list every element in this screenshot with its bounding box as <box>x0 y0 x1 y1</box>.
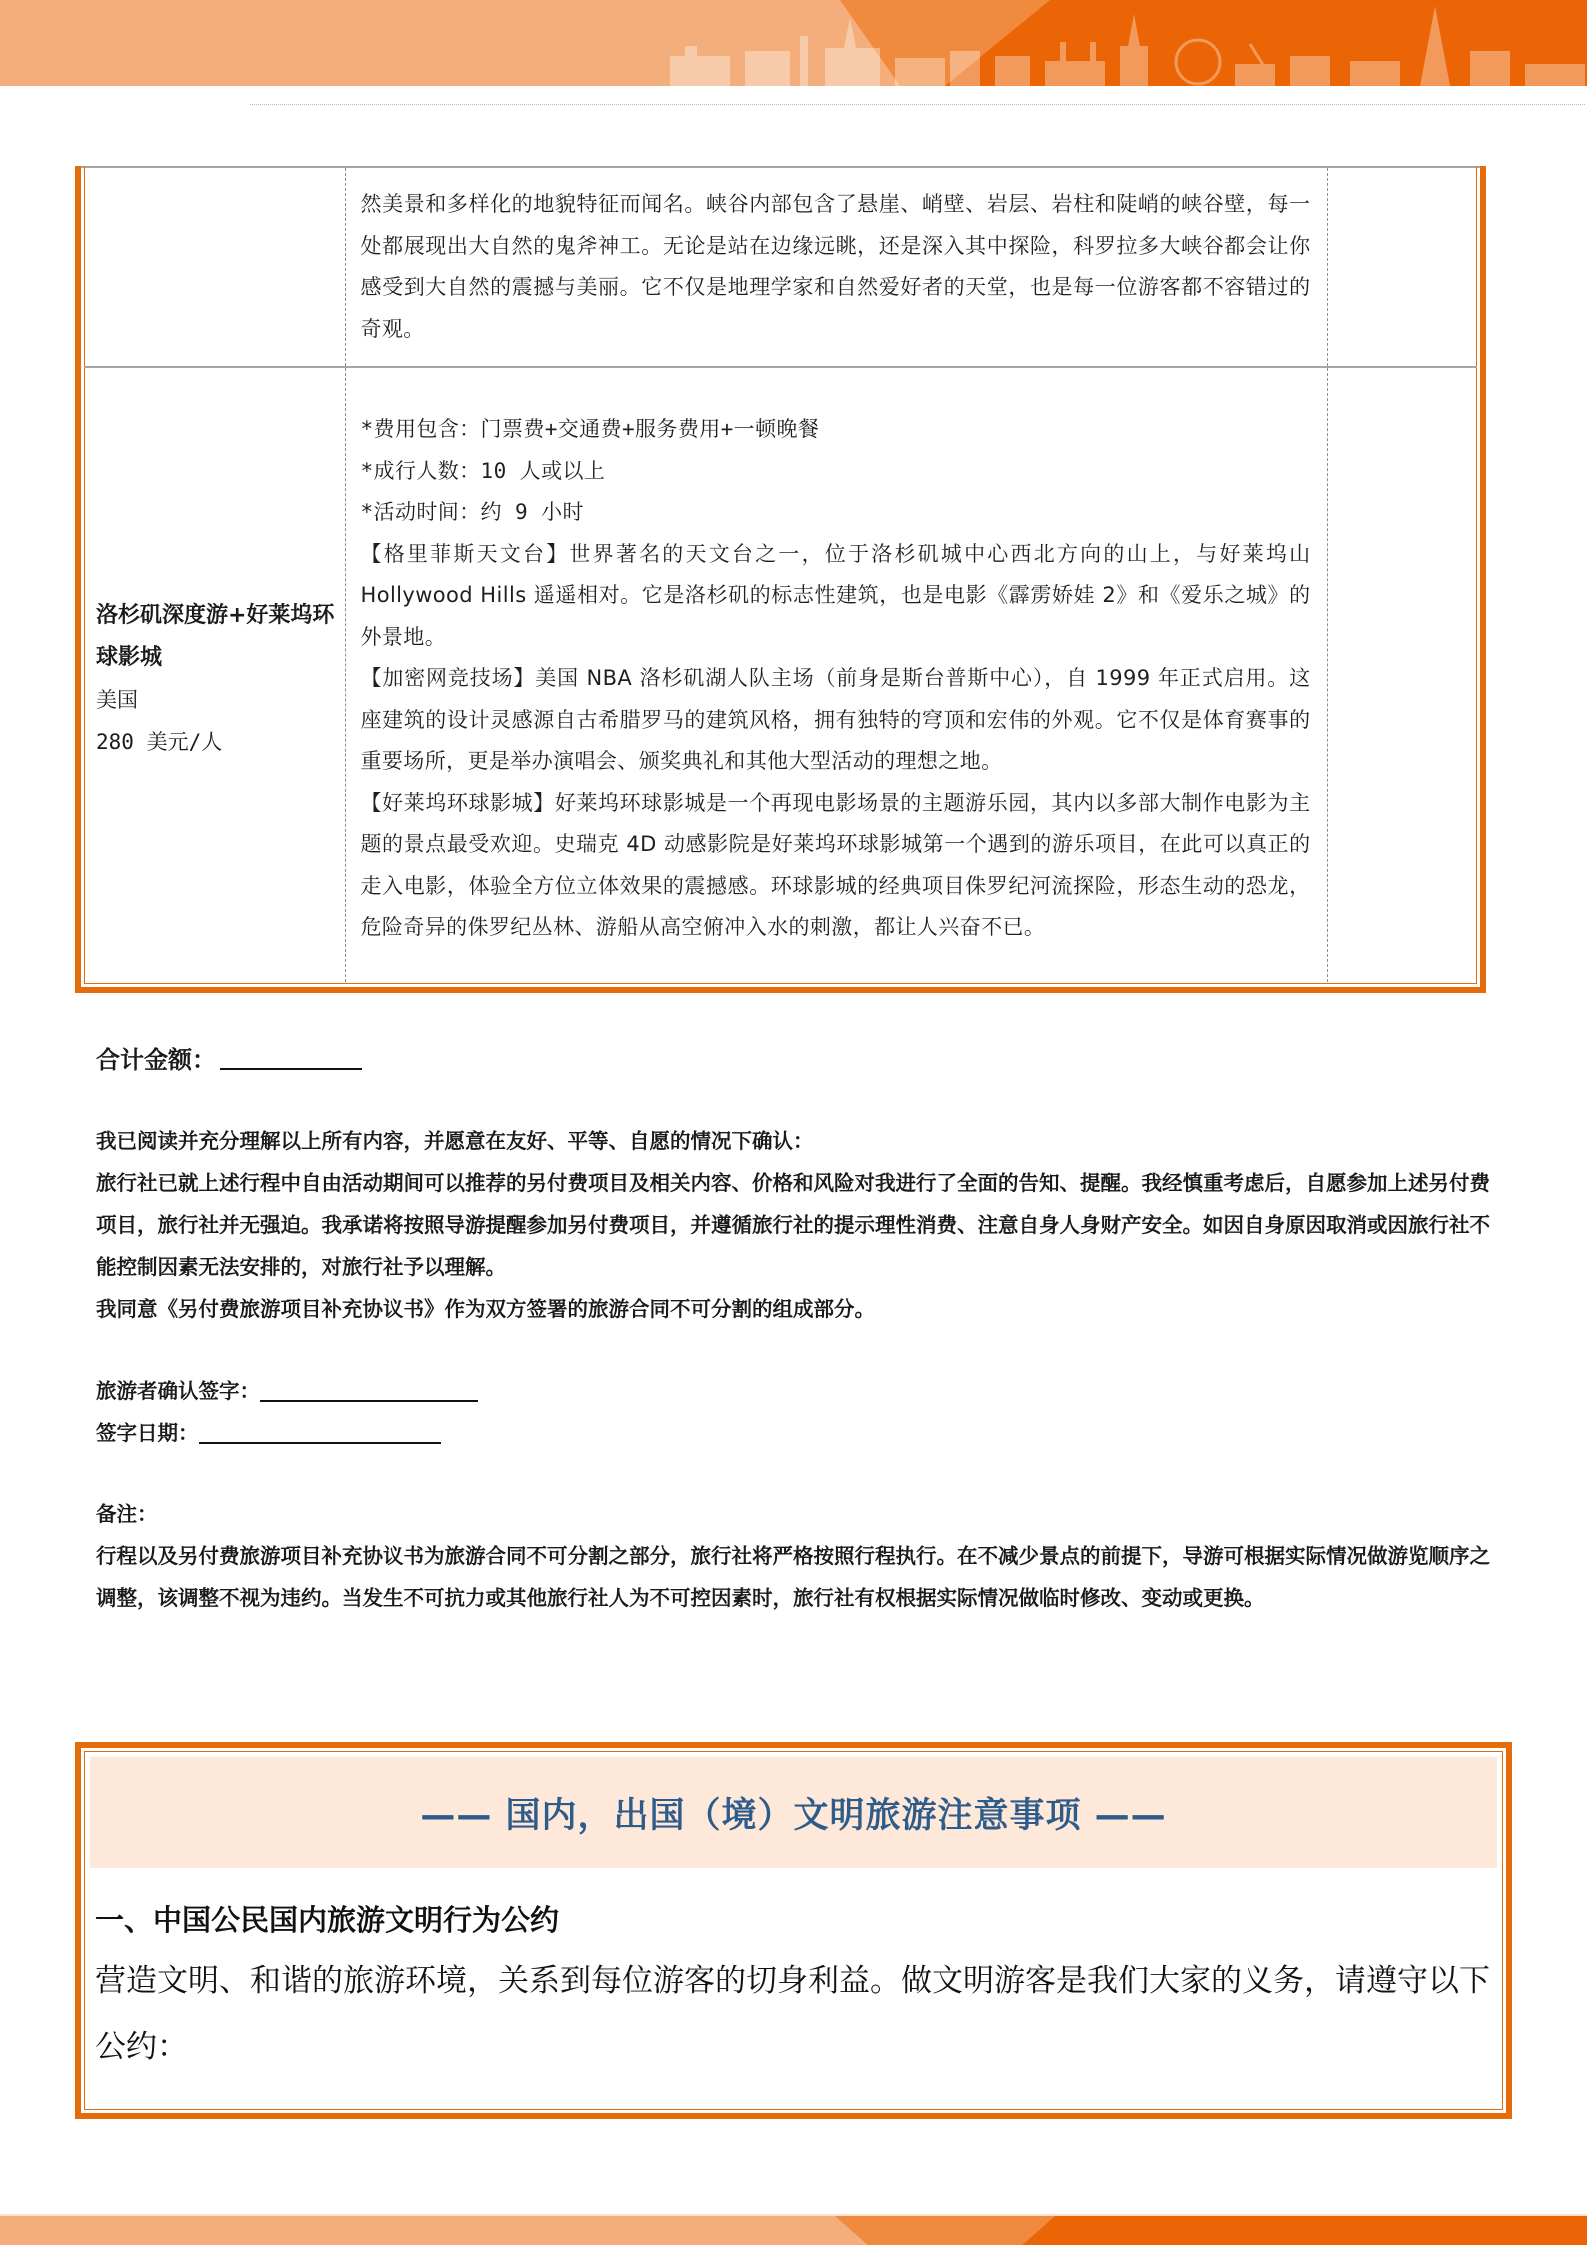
footer-banner <box>0 2214 1587 2245</box>
total-amount-field[interactable] <box>220 1048 362 1070</box>
notes-text: 行程以及另付费旅游项目补充协议书为旅游合同不可分割之部分，旅行社将严格按照行程执行。在不减少景点的前提下，导游可根据实际情况做游览顺序之调整，该调整不视为违约。当发生不可抗力或其他旅行社人为不可控因素时，旅行社有权根据实际情况做临时修改、变动或更换。 <box>96 1544 1490 1610</box>
item-country: 美国 <box>96 688 138 712</box>
confirmation-statement <box>96 1120 1496 1330</box>
city-skyline-icon <box>650 6 1587 86</box>
attraction-paragraph: 【格里菲斯天文台】世界著名的天文台之一，位于洛杉矶城中心西北方向的山上，与好莱坞山 Hollywood Hills 遥遥相对。它是洛杉矶的标志性建筑，也是电影《霹雳娇娃 2》和《爱乐之城》的外景地。 <box>360 541 1311 649</box>
remark-cell <box>1327 168 1477 367</box>
table-row <box>84 367 1477 982</box>
signature-field[interactable] <box>260 1378 478 1402</box>
section-intro: 营造文明、和谐的旅游环境，关系到每位游客的切身利益。做文明游客是我们大家的义务，请遵守以下公约： <box>95 1963 1490 2065</box>
attraction-paragraph: 【好莱坞环球影城】好莱坞环球影城是一个再现电影场景的主题游乐园，其内以多部大制作电影为主题的景点最受欢迎。史瑞克 4D 动感影院是好莱坞环球影城第一个遇到的游乐项目，在此可以真正的走入电影，体验全方位立体效果的震撼感。环球影城的经典项目侏罗纪河流探险，形态生动的恐龙，危险奇异的侏罗纪丛林、游船从高空俯冲入水的刺激，都让人兴奋不已。 <box>360 790 1311 940</box>
section-heading: 一、中国公民国内旅游文明行为公约 <box>95 1903 560 1937</box>
description-cell <box>345 367 1327 982</box>
total-amount <box>96 1040 362 1075</box>
description-cell <box>345 168 1327 367</box>
civilized-travel-header <box>90 1757 1497 1868</box>
fee-includes: *费用包含：门票费+交通费+服务费用+一顿晚餐 <box>360 417 820 442</box>
duration: *活动时间：约 9 小时 <box>360 500 584 525</box>
signature-row <box>96 1370 478 1412</box>
remark-cell <box>1327 367 1477 982</box>
date-field[interactable] <box>199 1420 441 1444</box>
header-banner <box>0 0 1587 86</box>
table-row <box>84 168 1477 367</box>
item-price: 280 美元/人 <box>96 730 223 754</box>
civilized-travel-box <box>75 1742 1512 2119</box>
date-label: 签字日期： <box>96 1421 199 1445</box>
item-title: 洛杉矶深度游+好莱坞环球影城 <box>96 603 335 670</box>
total-label: 合计金额： <box>96 1046 216 1074</box>
min-people: *成行人数：10 人或以上 <box>360 458 606 483</box>
signature-block <box>96 1370 478 1454</box>
notes-block <box>96 1493 1496 1619</box>
statement-line: 旅行社已就上述行程中自由活动期间可以推荐的另付费项目及相关内容、价格和风险对我进行了全面的告知、提醒。我经慎重考虑后，自愿参加上述另付费项目，旅行社并无强迫。我承诺将按照导游提醒参加另付费项目，并遵循旅行社的提示理性消费、注意自身人身财产安全。如因自身原因取消或因旅行社不能控制因素无法安排的，对旅行社予以理解。 <box>96 1171 1490 1279</box>
footer-stripe-dark <box>0 2216 1587 2245</box>
attraction-paragraph: 【加密网竞技场】美国 NBA 洛杉矶湖人队主场（前身是斯台普斯中心），自 1999 年正式启用。这座建筑的设计灵感源自古希腊罗马的建筑风格，拥有独特的穹顶和宏伟的外观。它不仅是体育赛事的重要场所，更是举办演唱会、颁奖典礼和其他大型活动的理想之地。 <box>360 666 1311 774</box>
notes-label: 备注： <box>96 1502 158 1526</box>
statement-line: 我同意《另付费旅游项目补充协议书》作为双方签署的旅游合同不可分割的组成部分。 <box>96 1297 875 1321</box>
description-text: 然美景和多样化的地貌特征而闻名。峡谷内部包含了悬崖、峭壁、岩层、岩柱和陡峭的峡谷壁，每一处都展现出大自然的鬼斧神工。无论是站在边缘远眺，还是深入其中探险，科罗拉多大峡谷都会让你感受到大自然的震撼与美丽。它不仅是地理学家和自然爱好者的天堂，也是每一位游客都不容错过的奇观。 <box>360 192 1311 341</box>
statement-line: 我已阅读并充分理解以上所有内容，并愿意在友好、平等、自愿的情况下确认： <box>96 1129 814 1153</box>
itinerary-table <box>84 168 1477 982</box>
item-cell <box>84 168 345 367</box>
item-cell <box>84 367 345 982</box>
header-divider <box>250 104 1585 105</box>
signature-label: 旅游者确认签字： <box>96 1379 260 1403</box>
date-row <box>96 1412 478 1454</box>
section-title: —— 国内，出国（境）文明旅游注意事项 —— <box>420 1795 1167 1836</box>
